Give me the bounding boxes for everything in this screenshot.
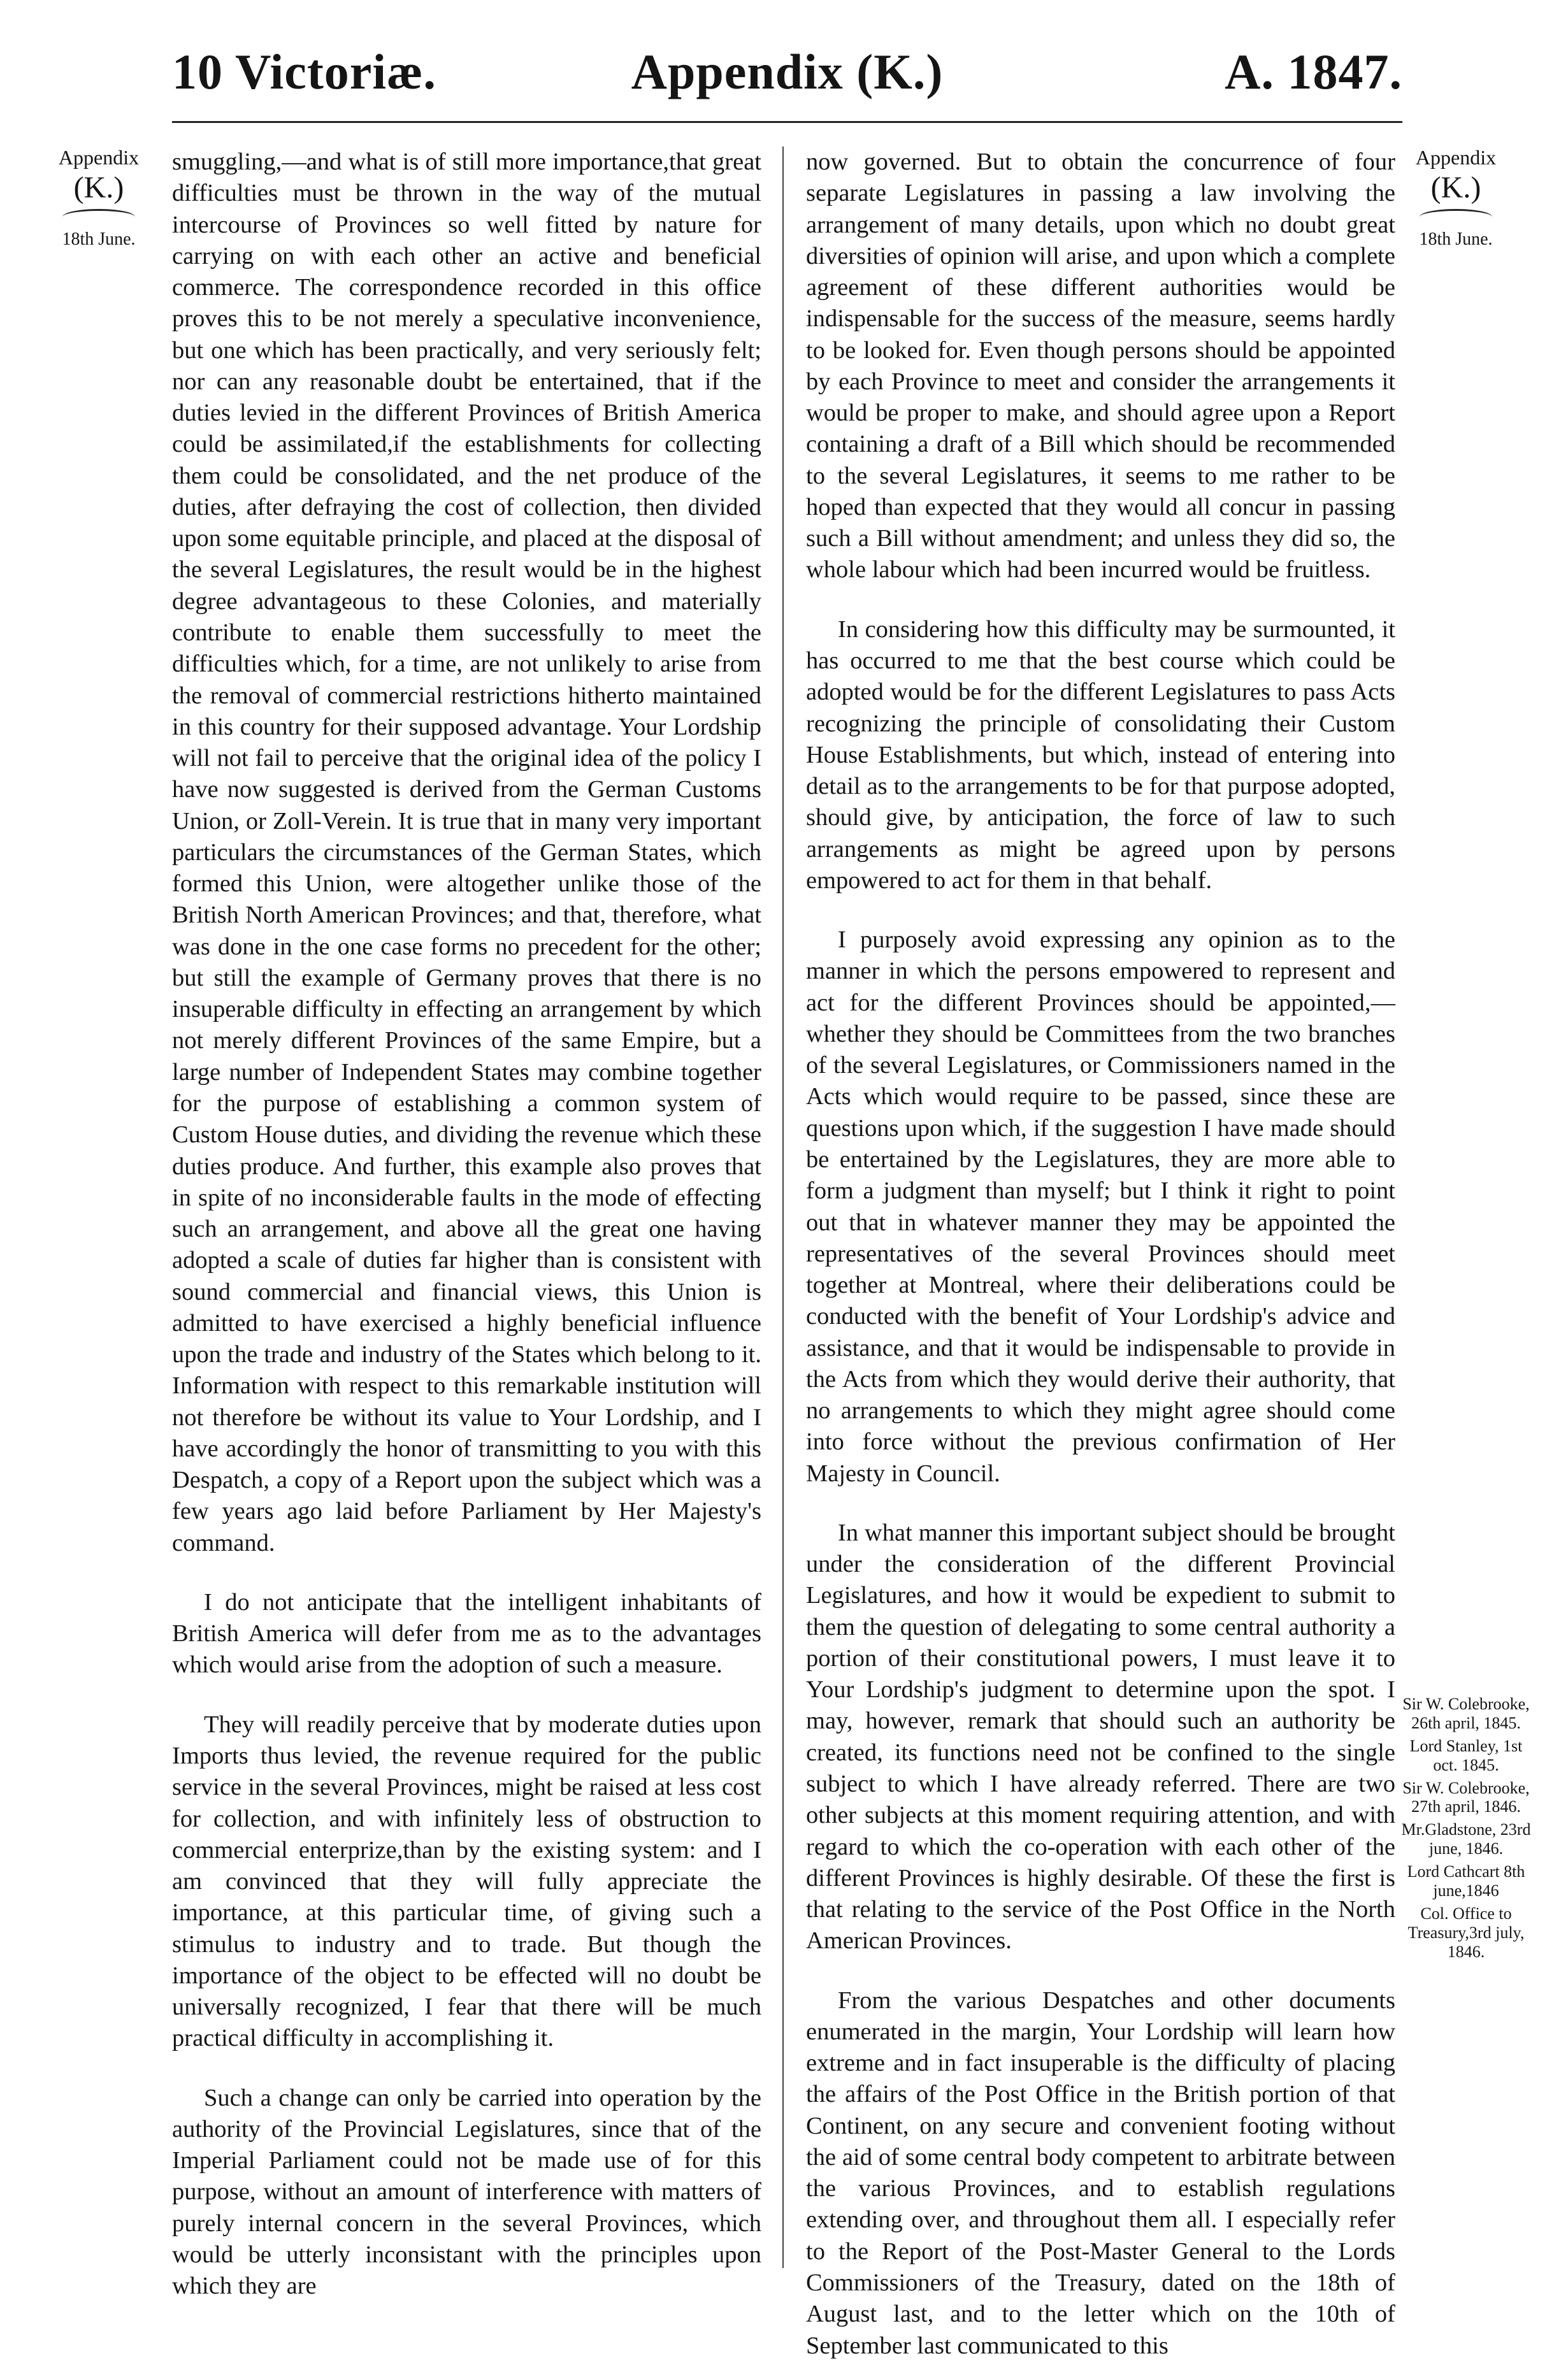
paragraph: In considering how this difficulty may be surmounted, it has occurred to me that the best course which could be adopted would be for the different Legislatures to pass Acts recognizing the principle of consolidating their Custom House Establishments, but which, instead of entering into detail as to the arrangements to be for that purpose adopted, should give, by anticipation, the force of law to such arrangements as might be agreed upon by persons empowered to act for them in that behalf.: [806, 615, 1395, 894]
margin-tag-date: 18th June.: [1419, 229, 1493, 249]
margin-references: [1399, 1695, 1533, 1965]
margin-reference: Sir W. Colebrooke, 27th april, 1846.: [1402, 1778, 1530, 1816]
page-header: [172, 25, 1402, 123]
paragraph: now governed. But to obtain the concurrence of four separate Legislatures in passing a law involving the arrangement of many details, upon which no doubt great diversities of opinion will arise, and upon which a complete agreement of these different authorities would be indispensable for the success of the measure, seems hardly to be looked for. Even though persons should be appointed by each Province to meet and consider the arrangements it would be proper to make, and should agree upon a Report containing a draft of a Bill which should be recommended to the several Legislatures, it seems to me rather to be hoped than expected that they would all concur in passing such a Bill without amendment; and unless they did so, the whole labour which had been incurred would be fruitless.: [806, 148, 1395, 584]
margin-tag-left: [45, 145, 153, 250]
margin-reference: Mr.Gladstone, 23rd june, 1846.: [1401, 1820, 1531, 1858]
header-year: A. 1847.: [1225, 44, 1402, 99]
header-appendix: Appendix (K.): [631, 44, 944, 99]
margin-tag-date: 18th June.: [62, 229, 136, 249]
paragraph: I do not anticipate that the intelligent inhabitants of British America will defer from me as to the advantages which would arise from the adoption of such a measure.: [172, 1588, 761, 1679]
text-columns: [172, 147, 1395, 2359]
paragraph: Such a change can only be carried into operation by the authority of the Provincial Legislatures, since that of the Imperial Parliament could not be made use of for this purpose, without an amount of interference with matters of purely internal concern in the several Provinces, which would be utterly inconsistant with the principles upon which they are: [172, 2084, 761, 2300]
paragraph: From the various Despatches and other documents enumerated in the margin, Your Lordship will learn how extreme and in fact insuperable is the difficulty of placing the affairs of the Post Office in the British portion of that Continent, on any secure and convenient footing without the aid of some central body competent to arbitrate between the various Provinces, and to establish regulations extending over, and throughout them all. I especially refer to the Report of the Post-Master General to the Lords Commissioners of the Treasury, dated on the 18th of August last, and to the letter which on the 10th of September last communicated to this: [806, 1986, 1395, 2359]
margin-reference: Lord Stanley, 1st oct. 1845.: [1409, 1736, 1523, 1774]
margin-tag-label: Appendix: [1415, 146, 1497, 169]
header-session: 10 Victoriæ.: [172, 44, 436, 99]
margin-tag-right: [1402, 145, 1510, 250]
margin-tag-label: Appendix: [58, 146, 140, 169]
left-column: [172, 147, 761, 2300]
margin-brace: [62, 209, 135, 225]
margin-tag-letter: (K.): [73, 171, 124, 205]
paragraph: I purposely avoid expressing any opinion as to the manner in which the persons empowered to represent and act for the different Provinces should be appointed,—whether they should be Committees from the two branches of the several Legislatures, or Commissioners named in the Acts which would require to be passed, since these are questions upon which, if the suggestion I have made should be entertained by the Legislatures, they are more able to form a judgment than myself; but I think it right to point out that in whatever manner they may be appointed the representatives of the several Provinces should meet together at Montreal, where their deliberations could be conducted with the benefit of Your Lordship's advice and assistance, and that it would be indispensable to provide in the Acts from which they would derive their authority, that no arrangements to which they might agree should come into force without the previous confirmation of Her Majesty in Council.: [806, 926, 1395, 1487]
margin-reference: Sir W. Colebrooke, 26th april, 1845.: [1402, 1695, 1530, 1732]
paragraph: smuggling,—and what is of still more importance,that great difficulties must be thrown in the way of the mutual intercourse of Provinces so well fitted by nature for carrying on with each other an active and beneficial commerce. The correspondence recorded in this office proves this to be not merely a speculative inconvenience, but one which has been practically, and very seriously felt; nor can any reasonable doubt be entertained, that if the duties levied in the different Provinces of British America could be assimilated,if the establishments for collecting them could be consolidated, and the net produce of the duties, after defraying the cost of collection, then divided upon some equitable principle, and placed at the disposal of the several Legislatures, the result would be in the highest degree advantageous to these Colonies, and materially contribute to enable them successfully to meet the difficulties which, for a time, are not unlikely to arise from the removal of commercial restrictions hitherto maintained in this country for their supposed advantage. Your Lordship will not fail to perceive that the original idea of the policy I have now suggested is derived from the German Customs Union, or Zoll-Verein. It is true that in many very important particulars the circumstances of the German States, which formed this Union, were altogether unlike those of the British North American Provinces; and that, therefore, what was done in the one case forms no precedent for the other; but still the example of Germany proves that there is no insuperable difficulty in effecting an arrangement by which not merely different Provinces of the same Empire, but a large number of Independent States may combine together for the purpose of establishing a common system of Custom House duties, and dividing the revenue which these duties produce. And further, this example also proves that in spite of no inconsiderable faults in the mode of effecting such an arrangement, and above all the great one having adopted a scale of duties far higher than is consistent with sound commercial and financial views, this Union is admitted to have exercised a highly beneficial influence upon the trade and industry of the States which belong to it. Information with respect to this remarkable institution will not therefore be without its value to Your Lordship, and I have accordingly the honor of transmitting to you with this Despatch, a copy of a Report upon the subject which was a few years ago laid before Parliament by Her Majesty's command.: [172, 148, 761, 1556]
column-divider: [782, 147, 784, 2268]
margin-brace: [1420, 209, 1492, 225]
margin-tag-letter: (K.): [1430, 171, 1481, 205]
right-column: [806, 147, 1395, 2359]
margin-reference: Col. Office to Treasury,3rd july, 1846.: [1407, 1904, 1525, 1961]
paragraph: They will readily perceive that by moderate duties upon Imports thus levied, the revenue required for the public service in the several Provinces, might be raised at less cost for collection, and with infinitely less of obstruction to commercial enterprize,than by the existing system: and I am convinced that they will fully appreciate the importance, at this particular time, of giving such a stimulus to industry and to trade. But though the importance of the object to be effected will no doubt be universally recognized, I fear that there will be much practical difficulty in accomplishing it.: [172, 1711, 761, 2052]
margin-reference: Lord Cathcart 8th june,1846: [1407, 1862, 1525, 1900]
paragraph: In what manner this important subject should be brought under the consideration of the different Provincial Legislatures, and how it would be expedient to submit to them the question of delegating to some central authority a portion of their constitutional powers, I must leave it to Your Lordship's judgment to determine upon the spot. I may, however, remark that should such an authority be created, its functions need not be confined to the single subject to which I have already referred. There are two other subjects at this moment requiring attention, and with regard to which the co-operation with each other of the different Provinces is highly desirable. Of these the first is that relating to the service of the Post Office in the North American Provinces.: [806, 1519, 1395, 1955]
